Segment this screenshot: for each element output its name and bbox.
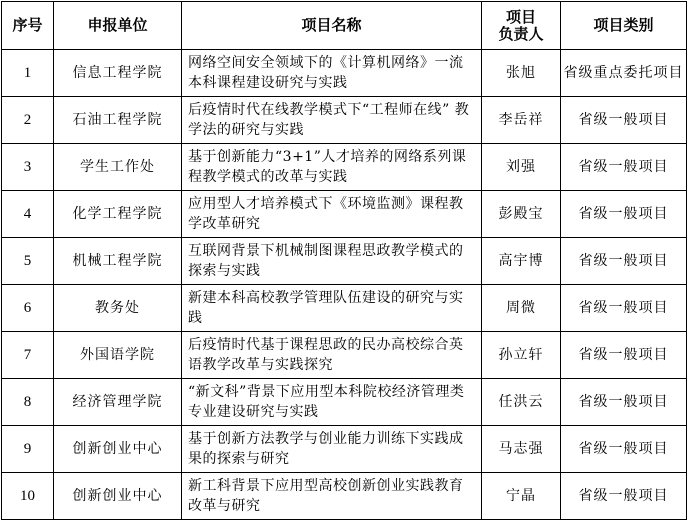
- cell-no: 3: [2, 144, 54, 191]
- cell-unit: 创新创业中心: [54, 426, 182, 473]
- table-row: [2, 285, 687, 332]
- cell-leader: 刘强: [482, 144, 561, 191]
- cell-no: 5: [2, 238, 54, 285]
- header-category: 项目类别: [561, 2, 687, 50]
- cell-leader: 马志强: [482, 426, 561, 473]
- table-row: [2, 379, 687, 426]
- cell-unit: 石油工程学院: [54, 97, 182, 144]
- cell-project-name: 基于创新方法教学与创业能力训练下实践成果的探索与研究: [182, 426, 482, 473]
- cell-category: 省级一般项目: [561, 238, 687, 285]
- cell-no: 2: [2, 97, 54, 144]
- table-body: [2, 50, 687, 520]
- header-leader: [482, 2, 561, 50]
- cell-category: 省级一般项目: [561, 97, 687, 144]
- table-header: [2, 2, 687, 50]
- cell-category: 省级一般项目: [561, 285, 687, 332]
- cell-leader: 李岳祥: [482, 97, 561, 144]
- cell-no: 8: [2, 379, 54, 426]
- cell-project-name: 网络空间安全领域下的《计算机网络》一流本科课程建设研究与实践: [182, 50, 482, 97]
- header-unit: 申报单位: [54, 2, 182, 50]
- cell-unit: 学生工作处: [54, 144, 182, 191]
- cell-project-name: 应用型人才培养模式下《环境监测》课程教学改革研究: [182, 191, 482, 238]
- cell-project-name: 基于创新能力“3+1”人才培养的网络系列课程教学模式的改革与实践: [182, 144, 482, 191]
- cell-no: 4: [2, 191, 54, 238]
- header-no: 序号: [2, 2, 54, 50]
- cell-leader: 张旭: [482, 50, 561, 97]
- table-row: [2, 191, 687, 238]
- header-row: [2, 2, 687, 50]
- cell-project-name: 互联网背景下机械制图课程思政教学模式的探索与实践: [182, 238, 482, 285]
- cell-unit: 信息工程学院: [54, 50, 182, 97]
- table-row: [2, 473, 687, 520]
- cell-project-name: “新文科”背景下应用型本科院校经济管理类专业建设研究与实践: [182, 379, 482, 426]
- cell-leader: 高宇博: [482, 238, 561, 285]
- cell-project-name: 新工科背景下应用型高校创新创业实践教育改革与研究: [182, 473, 482, 520]
- cell-leader: 任洪云: [482, 379, 561, 426]
- cell-category: 省级一般项目: [561, 473, 687, 520]
- cell-unit: 机械工程学院: [54, 238, 182, 285]
- table-row: [2, 97, 687, 144]
- cell-no: 10: [2, 473, 54, 520]
- header-name: 项目名称: [182, 2, 482, 50]
- table-row: [2, 426, 687, 473]
- cell-category: 省级一般项目: [561, 332, 687, 379]
- cell-unit: 创新创业中心: [54, 473, 182, 520]
- cell-category: 省级一般项目: [561, 379, 687, 426]
- cell-category: 省级一般项目: [561, 426, 687, 473]
- table-row: [2, 332, 687, 379]
- cell-unit: 外国语学院: [54, 332, 182, 379]
- table-row: [2, 50, 687, 97]
- cell-no: 7: [2, 332, 54, 379]
- cell-project-name: 新建本科高校教学管理队伍建设的研究与实践: [182, 285, 482, 332]
- cell-unit: 教务处: [54, 285, 182, 332]
- cell-category: 省级一般项目: [561, 191, 687, 238]
- cell-project-name: 后疫情时代基于课程思政的民办高校综合英语教学改革与实践探究: [182, 332, 482, 379]
- cell-category: 省级重点委托项目: [561, 50, 687, 97]
- cell-no: 9: [2, 426, 54, 473]
- cell-leader: 宁晶: [482, 473, 561, 520]
- project-table: [1, 1, 687, 520]
- cell-category: 省级一般项目: [561, 144, 687, 191]
- cell-no: 6: [2, 285, 54, 332]
- cell-no: 1: [2, 50, 54, 97]
- header-leader-line2: 负责人: [498, 24, 544, 43]
- table-row: [2, 144, 687, 191]
- table-row: [2, 238, 687, 285]
- header-leader-line1: 项目: [505, 7, 536, 26]
- cell-project-name: 后疫情时代在线教学模式下“工程师在线” 教学法的研究与实践: [182, 97, 482, 144]
- cell-unit: 化学工程学院: [54, 191, 182, 238]
- cell-leader: 周微: [482, 285, 561, 332]
- cell-unit: 经济管理学院: [54, 379, 182, 426]
- cell-leader: 孙立轩: [482, 332, 561, 379]
- cell-leader: 彭殿宝: [482, 191, 561, 238]
